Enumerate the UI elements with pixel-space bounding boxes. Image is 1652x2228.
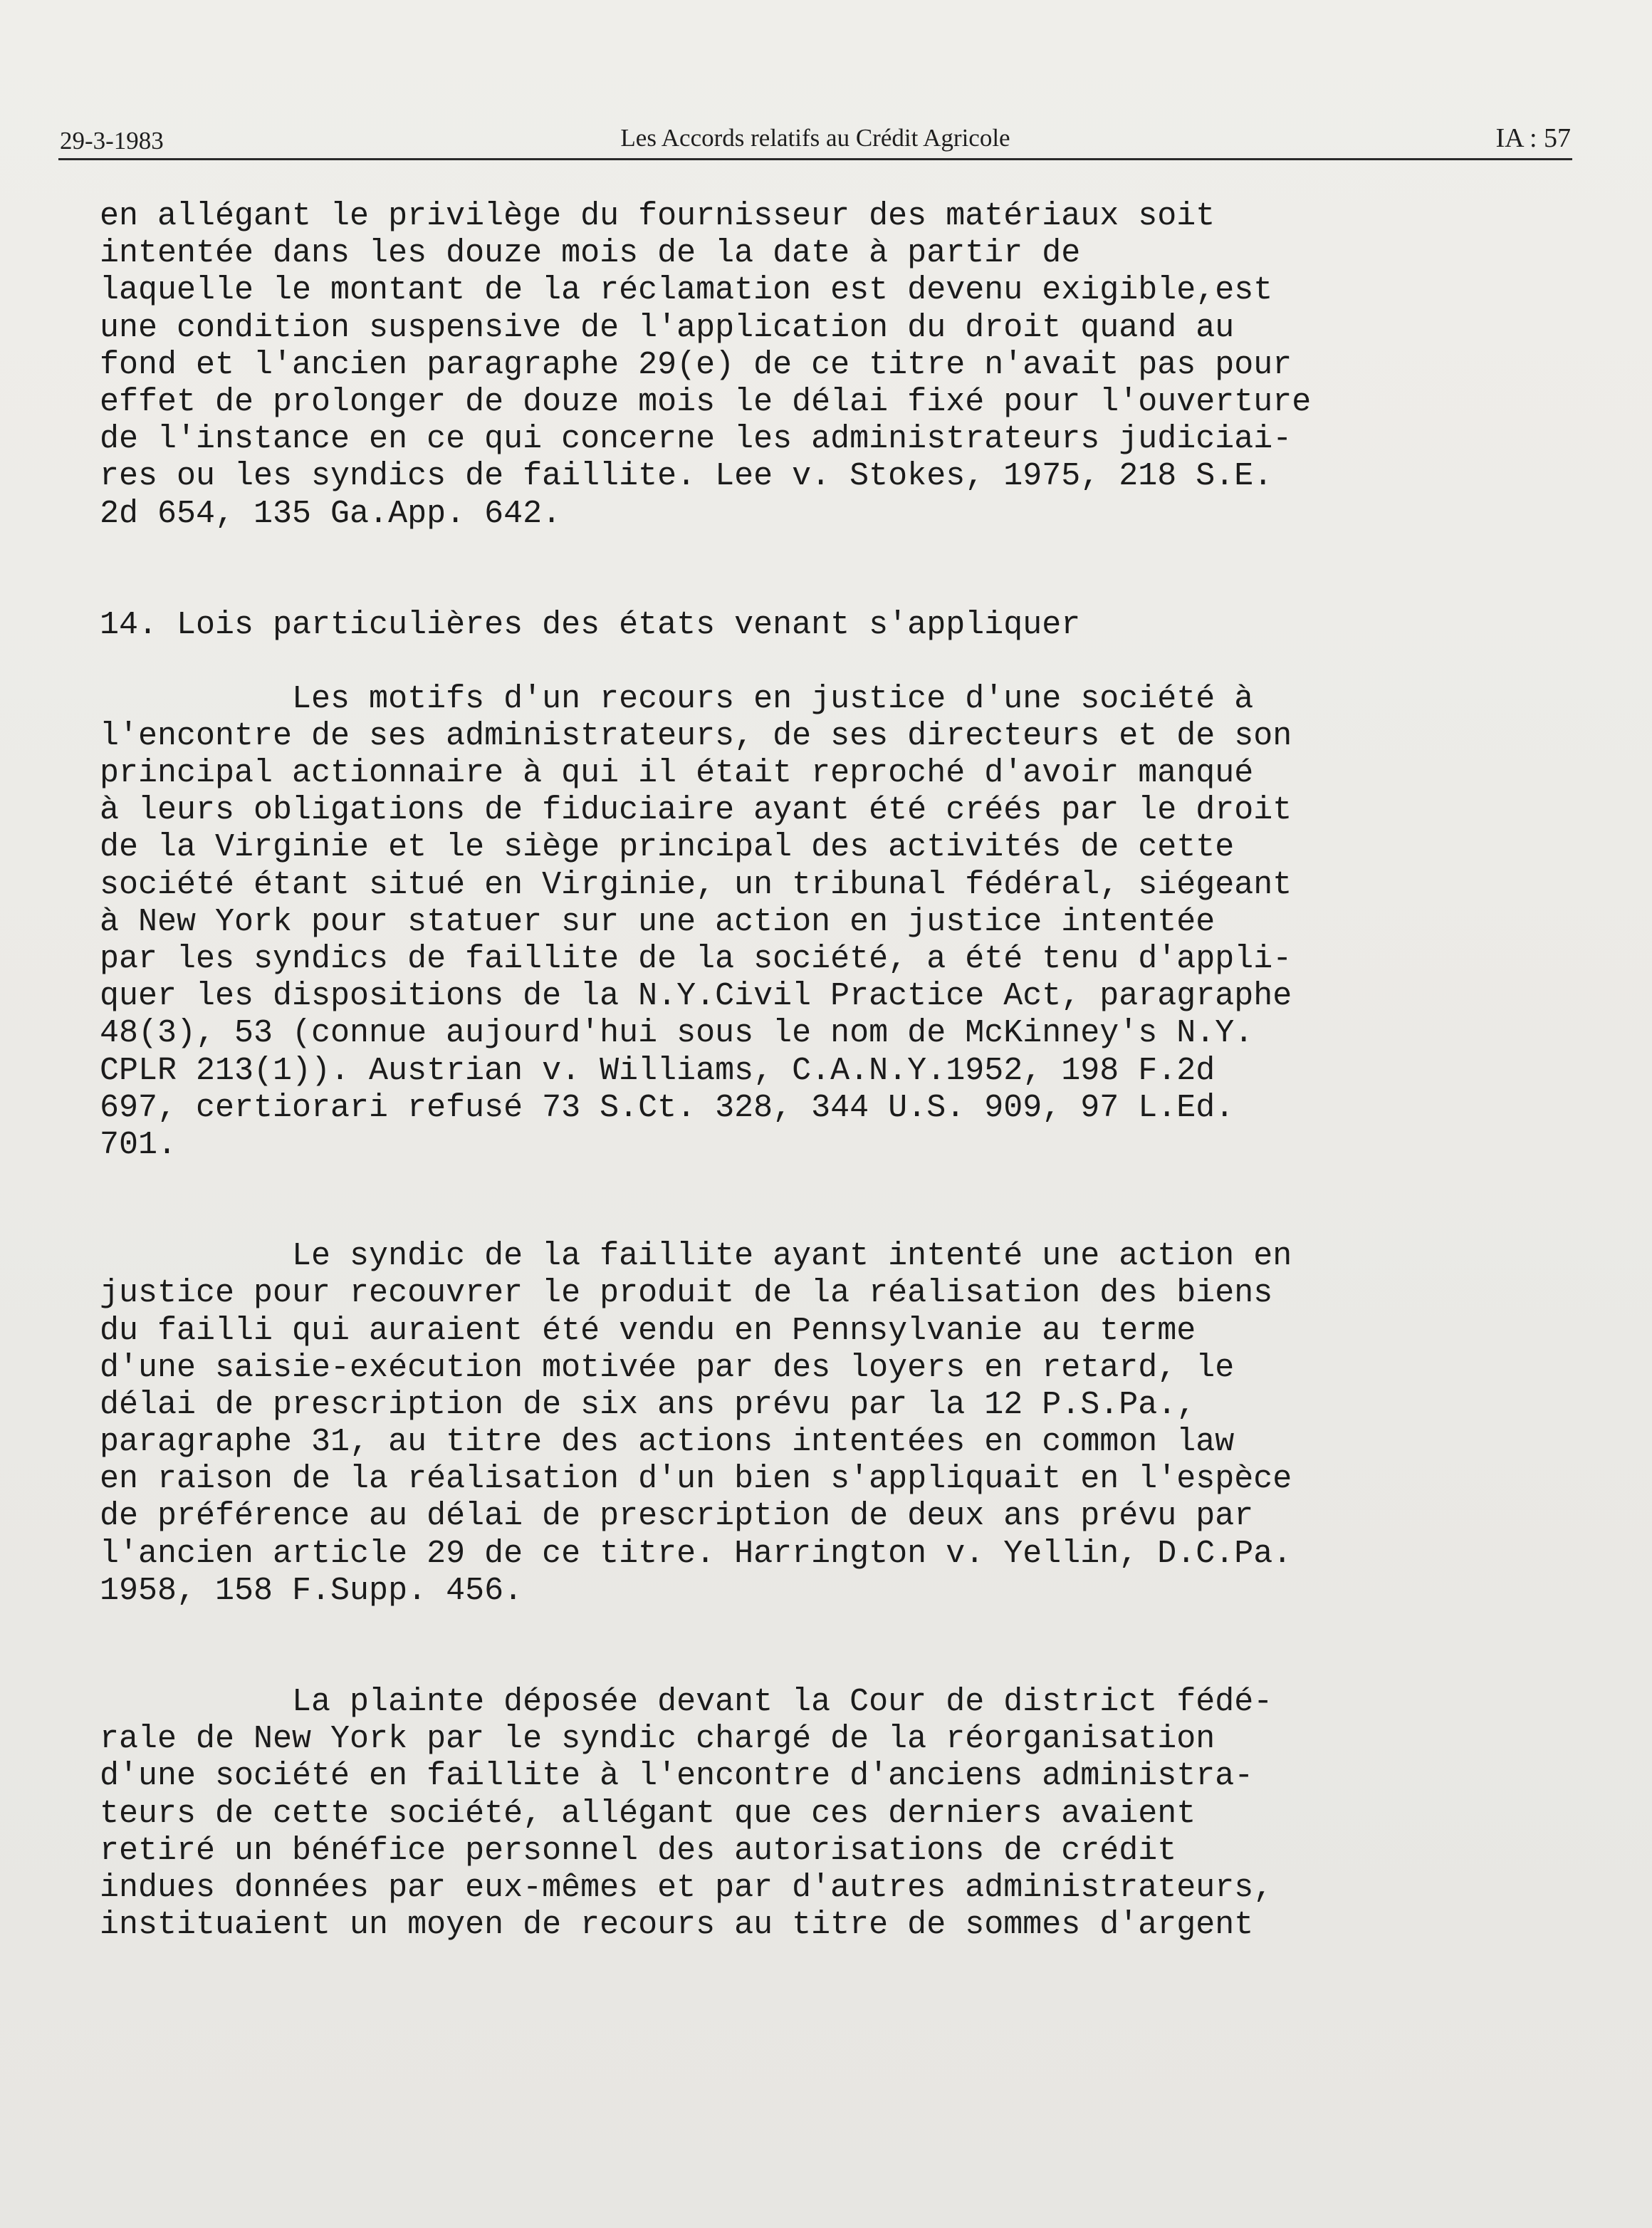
text-line: 697, certiorari refusé 73 S.Ct. 328, 344 U.S. 909, 97 L.Ed. <box>100 1089 1235 1126</box>
text-line: Les motifs d'un recours en justice d'une société à <box>100 680 1254 717</box>
header-rule <box>58 158 1572 160</box>
header-date: 29-3-1983 <box>60 127 164 155</box>
section-heading: 14. Lois particulières des états venant s'appliquer <box>100 606 1081 643</box>
text-line: La plainte déposée devant la Cour de district fédé- <box>100 1684 1273 1720</box>
text-line: res ou les syndics de faillite. Lee v. Stokes, 1975, 218 S.E. <box>100 458 1273 495</box>
paragraph-1 <box>100 198 1495 533</box>
text-line: de préférence au délai de prescription de deux ans prévu par <box>100 1498 1254 1535</box>
text-line: paragraphe 31, au titre des actions intentées en common law <box>100 1424 1235 1461</box>
text-line: effet de prolonger de douze mois le délai fixé pour l'ouverture <box>100 383 1312 420</box>
page-header <box>58 121 1572 164</box>
text-line: rale de New York par le syndic chargé de la réorganisation <box>100 1721 1216 1758</box>
text-line: indues données par eux-mêmes et par d'autres administrateurs, <box>100 1869 1273 1906</box>
text-line: par les syndics de faillite de la société, a été tenu d'appli- <box>100 941 1292 977</box>
paragraph-2 <box>100 681 1495 1164</box>
header-page-number: IA : 57 <box>1495 123 1571 153</box>
text-line: Le syndic de la faillite ayant intenté une action en <box>100 1238 1292 1275</box>
header-title: Les Accords relatifs au Crédit Agricole <box>620 124 1010 152</box>
text-line: fond et l'ancien paragraphe 29(e) de ce titre n'avait pas pour <box>100 346 1292 383</box>
text-line: laquelle le montant de la réclamation est devenu exigible,est <box>100 272 1273 309</box>
text-line: une condition suspensive de l'application du droit quand au <box>100 309 1235 346</box>
text-line: à leurs obligations de fiduciaire ayant été créés par le droit <box>100 792 1292 829</box>
text-line: l'encontre de ses administrateurs, de ses directeurs et de son <box>100 717 1292 754</box>
text-line: teurs de cette société, allégant que ces derniers avaient <box>100 1795 1196 1832</box>
text-line: quer les dispositions de la N.Y.Civil Practice Act, paragraphe <box>100 978 1292 1015</box>
text-line: 2d 654, 135 Ga.App. 642. <box>100 495 562 532</box>
text-line: 48(3), 53 (connue aujourd'hui sous le nom de McKinney's N.Y. <box>100 1015 1254 1052</box>
text-line: en raison de la réalisation d'un bien s'appliquait en l'espèce <box>100 1461 1292 1498</box>
text-line: justice pour recouvrer le produit de la réalisation des biens <box>100 1275 1273 1312</box>
text-line: de la Virginie et le siège principal des activités de cette <box>100 829 1235 866</box>
paragraph-3 <box>100 1238 1495 1610</box>
text-line: CPLR 213(1)). Austrian v. Williams, C.A.N.Y.1952, 198 F.2d <box>100 1052 1216 1089</box>
body-text <box>100 198 1495 1944</box>
text-line: 701. <box>100 1126 177 1163</box>
paragraph-4 <box>100 1684 1495 1944</box>
text-line: en allégant le privilège du fournisseur des matériaux soit <box>100 198 1216 234</box>
text-line: l'ancien article 29 de ce titre. Harrington v. Yellin, D.C.Pa. <box>100 1535 1292 1572</box>
text-line: du failli qui auraient été vendu en Pennsylvanie au terme <box>100 1312 1196 1349</box>
text-line: 1958, 158 F.Supp. 456. <box>100 1572 523 1609</box>
text-line: intentée dans les douze mois de la date à partir de <box>100 235 1081 272</box>
text-line: instituaient un moyen de recours au titre de sommes d'argent <box>100 1907 1254 1944</box>
text-line: société étant situé en Virginie, un tribunal fédéral, siégeant <box>100 866 1292 903</box>
text-line: retiré un bénéfice personnel des autorisations de crédit <box>100 1832 1177 1869</box>
text-line: à New York pour statuer sur une action en justice intentée <box>100 903 1216 940</box>
text-line: délai de prescription de six ans prévu par la 12 P.S.Pa., <box>100 1386 1196 1423</box>
text-line: d'une saisie-exécution motivée par des loyers en retard, le <box>100 1349 1235 1386</box>
text-line: d'une société en faillite à l'encontre d'anciens administra- <box>100 1758 1254 1795</box>
text-line: de l'instance en ce qui concerne les administrateurs judiciai- <box>100 421 1292 458</box>
text-line: principal actionnaire à qui il était reproché d'avoir manqué <box>100 755 1254 792</box>
